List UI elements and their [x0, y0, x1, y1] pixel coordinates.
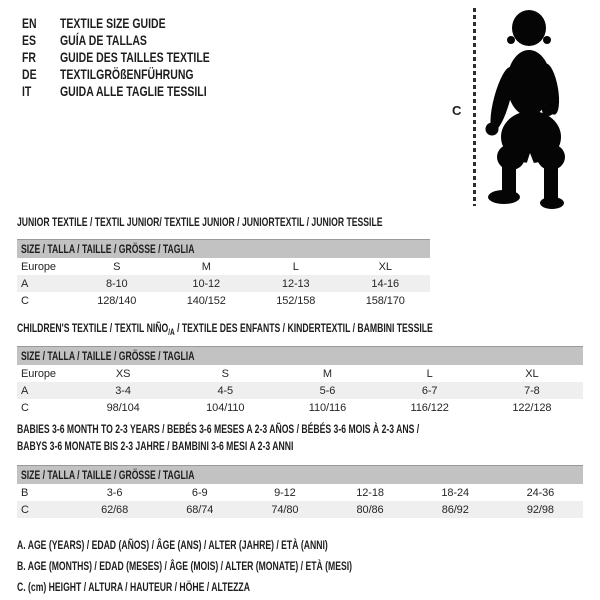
size-cell: 4-5 [217, 384, 234, 397]
measurement-legend [17, 535, 482, 598]
language-header [22, 15, 260, 100]
children-size-table [17, 346, 583, 416]
size-cell: XL [378, 260, 392, 273]
size-cell: 80/86 [356, 503, 384, 516]
table-row [17, 484, 583, 501]
size-cell: 128/140 [97, 294, 137, 307]
size-cell: 74/80 [271, 503, 299, 516]
language-row [22, 49, 260, 66]
size-cell: XL [525, 367, 539, 380]
table-row [17, 365, 583, 382]
language-title: GUÍA DE TALLAS [60, 32, 147, 48]
height-measure-label: C [452, 103, 462, 118]
row-label: C [21, 401, 29, 414]
row-label: A [21, 277, 29, 290]
language-title: GUIDE DES TAILLES TEXTILE [60, 49, 210, 65]
language-code: IT [22, 83, 32, 99]
table-row [17, 275, 430, 292]
legend-line-a: A. AGE (YEARS) / EDAD (AÑOS) / ÂGE (ANS) / ALTER (JAHRE) / ETÀ (ANNI) [17, 538, 328, 552]
size-table-header: SIZE / TALLA / TAILLE / GRÖSSE / TAGLIA [17, 466, 583, 485]
height-measure-dotted-line [473, 8, 476, 206]
language-code: DE [22, 66, 37, 82]
row-label: C [21, 294, 29, 307]
size-cell: XS [115, 367, 131, 380]
size-cell: 6-7 [421, 384, 438, 397]
size-cell: 9-12 [274, 486, 296, 499]
size-cell: 92/98 [526, 503, 554, 516]
size-cell: 110/116 [308, 401, 347, 414]
baby-ear-left [507, 36, 515, 44]
size-cell: 3-6 [106, 486, 123, 499]
size-cell: M [201, 260, 211, 273]
babies-size-table [17, 465, 583, 518]
size-table-header: SIZE / TALLA / TAILLE / GRÖSSE / TAGLIA [17, 240, 430, 259]
size-cell: 10-12 [192, 277, 221, 290]
baby-silhouette-image [482, 7, 574, 209]
section-title-children: CHILDREN'S TEXTILE / TEXTIL $NIÑO_{/A}$ / TEXTILE DES ENFANTS / KINDERTEXTIL / BAMBINI TESSILE [17, 321, 433, 337]
size-cell: 5-6 [319, 384, 336, 397]
size-cell: 104/110 [206, 401, 245, 414]
legend-line-c: C. (cm) HEIGHT / ALTURA / HAUTEUR / HÖHE / ALTEZZA [17, 580, 250, 594]
size-cell: 14-16 [371, 277, 400, 290]
language-row [22, 32, 260, 49]
language-code: FR [22, 49, 37, 65]
size-cell: 68/74 [186, 503, 214, 516]
language-code: ES [22, 32, 37, 48]
language-code: EN [22, 15, 37, 31]
table-row [17, 501, 583, 518]
size-cell: 12-13 [281, 277, 310, 290]
row-label: Europe [21, 260, 56, 273]
size-cell: 86/92 [441, 503, 469, 516]
baby-head [512, 10, 546, 46]
size-cell: L [426, 367, 433, 380]
size-cell: 12-18 [356, 486, 384, 499]
size-cell: S [221, 367, 229, 380]
size-cell: L [292, 260, 299, 273]
language-title: TEXTILE SIZE GUIDE [60, 15, 166, 31]
size-cell: 122/128 [512, 401, 552, 414]
language-row [22, 66, 260, 83]
size-cell: 152/158 [276, 294, 316, 307]
size-cell: 7-8 [524, 384, 540, 397]
junior-size-table [17, 239, 430, 309]
baby-ear-right [543, 36, 551, 44]
baby-hand-left [486, 123, 499, 136]
size-cell: 24-36 [526, 486, 555, 499]
size-cell: 62/68 [101, 503, 129, 516]
baby-foot-left [488, 190, 520, 204]
baby-leg-right [544, 162, 558, 200]
size-cell: 3-4 [115, 384, 131, 397]
section-title-junior: JUNIOR TEXTILE / TEXTIL JUNIOR/ TEXTILE JUNIOR / JUNIORTEXTIL / JUNIOR TESSILE [17, 215, 383, 229]
row-label: Europe [21, 367, 56, 380]
baby-leg-left [502, 162, 516, 194]
subscript-a: /A [168, 327, 175, 337]
size-cell: 158/170 [365, 294, 405, 307]
row-label: C [21, 503, 29, 516]
size-cell: 98/104 [106, 401, 140, 414]
size-cell: M [322, 367, 332, 380]
size-cell: 116/122 [410, 401, 449, 414]
language-title: GUIDA ALLE TAGLIE TESSILI [60, 83, 207, 99]
row-label: B [21, 486, 29, 499]
size-cell: 8-10 [105, 277, 128, 290]
table-row [17, 292, 430, 309]
table-row [17, 382, 583, 399]
baby-foot-right [540, 197, 564, 209]
size-cell: 6-9 [191, 486, 208, 499]
language-row [22, 15, 260, 32]
row-label: A [21, 384, 29, 397]
size-cell: 18-24 [441, 486, 470, 499]
language-row [22, 83, 260, 100]
section-title-babies: BABIES 3-6 MONTH TO 2-3 YEARS / BEBÉS 3-6 MESES A 2-3 AÑOS / BÉBÉS 3-6 MOIS À 2-3 ANS / BABYS 3-6 MONATE BIS 2-3 JAHRE / BAMBINI 3-6 MESI A 2-3 ANNI [17, 422, 420, 453]
size-cell: S [113, 260, 121, 273]
language-title: TEXTILGRÖßENFÜHRUNG [60, 66, 194, 82]
size-table-header: SIZE / TALLA / TAILLE / GRÖSSE / TAGLIA [17, 347, 583, 366]
table-row [17, 258, 430, 275]
table-row [17, 399, 583, 416]
legend-line-b: B. AGE (MONTHS) / EDAD (MESES) / ÂGE (MOIS) / ALTER (MONATE) / ETÀ (MESI) [17, 559, 353, 573]
size-cell: 140/152 [186, 294, 226, 307]
